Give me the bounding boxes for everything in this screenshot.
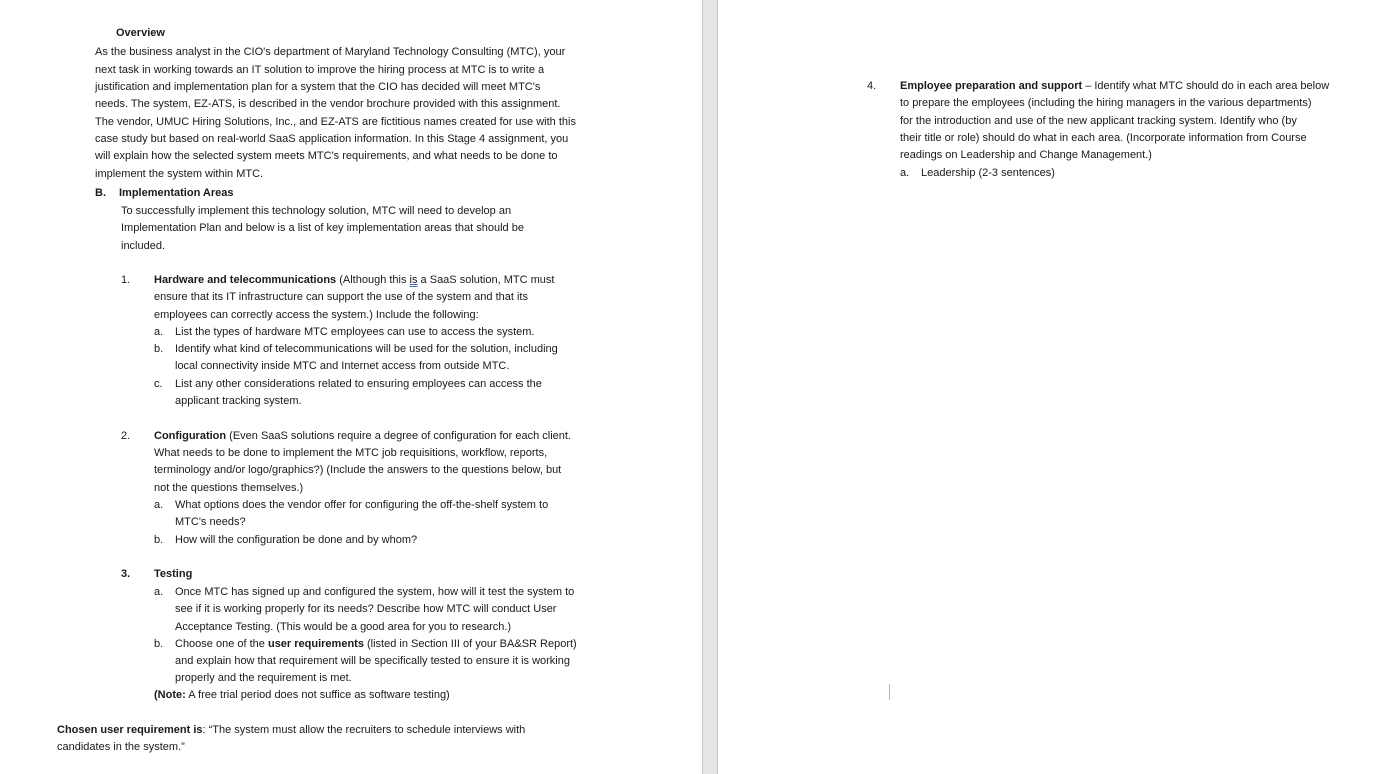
page-gutter [702, 0, 718, 774]
item4-number: 4. [867, 80, 877, 92]
item1-line: ensure that its IT infrastructure can support the use of the system and that its [154, 291, 528, 303]
intro-line: justification and implementation plan for a system that the CIO has decided will meet MTC's [95, 81, 541, 93]
item2-number: 2. [121, 430, 131, 442]
item1-first-line [154, 272, 554, 289]
item1-sub-line: applicant tracking system. [175, 395, 302, 407]
item2-line: not the questions themselves.) [154, 482, 304, 494]
section-b-line: Implementation Plan and below is a list of key implementation areas that should be [121, 222, 524, 234]
chosen-requirement-text: : “The system must allow the recruiters to schedule interviews with [202, 724, 526, 736]
intro-line: The vendor, UMUC Hiring Solutions, Inc., and EZ-ATS are fictitious names created for use with this [95, 116, 576, 128]
item3-sub-line: Acceptance Testing. (This would be a good area for you to research.) [175, 621, 512, 633]
item1-text-is: is [409, 274, 418, 286]
item2-line: terminology and/or logo/graphics?) (Include the answers to the questions below, but [154, 464, 562, 476]
item1-sub-line: List the types of hardware MTC employees can use to access the system. [175, 326, 535, 338]
item2-sub-line: What options does the vendor offer for configuring the off-the-shelf system to [175, 499, 549, 511]
item1-sub-letter: c. [154, 378, 163, 390]
item3-sub-line: properly and the requirement is met. [175, 672, 352, 684]
item1-sub-line: local connectivity inside MTC and Internet access from outside MTC. [175, 360, 510, 372]
item1-line: employees can correctly access the system.) Include the following: [154, 309, 479, 321]
item4-sub-text: Leadership (2-3 sentences) [921, 167, 1055, 179]
item2-title: Configuration [154, 430, 227, 442]
intro-line: implement the system within MTC. [95, 168, 264, 180]
item2-sub-line: How will the configuration be done and by whom? [175, 534, 418, 546]
item1-text: (Although this [336, 274, 410, 286]
item3-sub-text: (listed in Section III of your BA&SR Report) [363, 638, 577, 650]
intro-line: case study but based on real-world SaaS application information. In this Stage 4 assignment, you [95, 133, 569, 145]
item4-line: to prepare the employees (including the hiring managers in the various departments) [900, 97, 1312, 109]
item1-sub-letter: a. [154, 326, 164, 338]
section-b-letter: B. [95, 187, 106, 199]
item1-number: 1. [121, 274, 131, 286]
item2-sub-letter: b. [154, 534, 164, 546]
text-cursor[interactable] [889, 684, 890, 700]
section-b-title: Implementation Areas [119, 187, 234, 199]
item2-first-line [154, 428, 571, 445]
item3-sub-letter: a. [154, 586, 164, 598]
section-b-line: included. [121, 240, 166, 252]
item2-line: What needs to be done to implement the MTC job requisitions, workflow, reports, [154, 447, 548, 459]
chosen-requirement-line: candidates in the system.” [57, 741, 185, 753]
item1-title: Hardware and telecommunications [154, 274, 337, 286]
intro-line: next task in working towards an IT solution to improve the hiring process at MTC is to write a [95, 64, 545, 76]
item4-text: – Identify what MTC should do in each area below [1082, 80, 1330, 92]
item1-text: a SaaS solution, MTC must [417, 274, 555, 286]
item1-sub-letter: b. [154, 343, 164, 355]
item4-first-line [900, 78, 1329, 95]
item3-sub-line: Once MTC has signed up and configured the system, how will it test the system to [175, 586, 575, 598]
item1-sub-line: Identify what kind of telecommunications will be used for the solution, including [175, 343, 558, 355]
note-text: A free trial period does not suffice as software testing) [185, 689, 450, 701]
intro-line: As the business analyst in the CIO's department of Maryland Technology Consulting (MTC), your [95, 46, 566, 58]
item4-title: Employee preparation and support [900, 80, 1083, 92]
item2-sub-letter: a. [154, 499, 164, 511]
item2-text: (Even SaaS solutions require a degree of configuration for each client. [226, 430, 571, 442]
item4-line: for the introduction and use of the new applicant tracking system. Identify who (by [900, 115, 1297, 127]
item3-sub-line: and explain how that requirement will be specifically tested to ensure it is working [175, 655, 570, 667]
user-requirements-bold: user requirements [267, 638, 364, 650]
chosen-requirement-line [57, 722, 525, 739]
section-b-line: To successfully implement this technology solution, MTC will need to develop an [121, 205, 512, 217]
note-label: (Note: [154, 689, 186, 701]
item3-sub-letter: b. [154, 638, 164, 650]
item3-title: Testing [154, 568, 193, 580]
item4-line: their title or role) should do what in each area. (Incorporate information from Course [900, 132, 1307, 144]
item1-sub-line: List any other considerations related to ensuring employees can access the [175, 378, 542, 390]
item3-number: 3. [121, 568, 131, 580]
intro-line: will explain how the selected system meets MTC's requirements, and what needs to be done to [95, 150, 558, 162]
item3-note [154, 687, 450, 704]
item2-sub-line: MTC's needs? [175, 516, 246, 528]
item4-sub-letter: a. [900, 167, 910, 179]
item4-line: readings on Leadership and Change Management.) [900, 149, 1152, 161]
item3-sub-b-first-line [175, 636, 577, 653]
overview-heading: Overview [116, 27, 165, 39]
item3-sub-line: see if it is working properly for its needs? Describe how MTC will conduct User [175, 603, 557, 615]
chosen-requirement-label: Chosen user requirement is [57, 724, 203, 736]
intro-line: needs. The system, EZ-ATS, is described in the vendor brochure provided with this assignment. [95, 98, 561, 110]
item3-sub-text: Choose one of the [175, 638, 268, 650]
